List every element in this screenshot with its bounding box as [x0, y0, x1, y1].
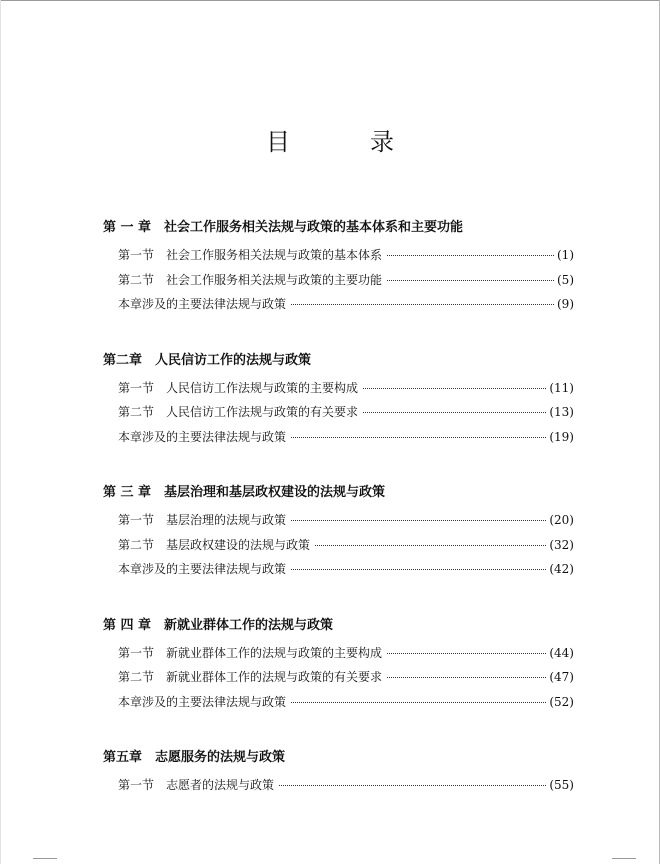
toc-title: 目 录	[266, 128, 422, 156]
entry-page-number: (5)	[557, 273, 574, 287]
page-edge-top	[0, 0, 660, 1]
entry-page-number: (32)	[549, 538, 574, 552]
toc-entry[interactable]	[118, 693, 574, 711]
dot-leader	[363, 412, 546, 413]
dot-leader	[291, 702, 546, 703]
chapter-2-heading[interactable]: 第二章 人民信访工作的法规与政策	[103, 353, 312, 368]
entry-page-number: (13)	[549, 405, 574, 419]
entry-page-number: (52)	[549, 695, 574, 709]
chapter-4-heading[interactable]: 第 四 章 新就业群体工作的法规与政策	[103, 618, 334, 633]
chapter-1-heading[interactable]: 第 一 章 社会工作服务相关法规与政策的基本体系和主要功能	[103, 220, 464, 235]
entry-text: 第一节 志愿者的法规与政策	[118, 778, 275, 792]
entry-text: 第二节 人民信访工作法规与政策的有关要求	[118, 405, 359, 419]
entry-text: 第一节 人民信访工作法规与政策的主要构成	[118, 381, 359, 395]
dot-leader	[315, 545, 546, 546]
toc-entry[interactable]	[118, 560, 574, 578]
dot-leader	[387, 653, 546, 654]
entry-text: 本章涉及的主要法律法规与政策	[118, 297, 287, 311]
entry-page-number: (55)	[549, 778, 574, 792]
entry-page-number: (9)	[557, 297, 574, 311]
entry-page-number: (47)	[549, 670, 574, 684]
dot-leader	[387, 255, 554, 256]
dot-leader	[363, 388, 546, 389]
entry-text: 第二节 基层政权建设的法规与政策	[118, 538, 311, 552]
dot-leader	[279, 785, 546, 786]
chapter-3-heading[interactable]: 第 三 章 基层治理和基层政权建设的法规与政策	[103, 485, 386, 500]
entry-page-number: (42)	[549, 562, 574, 576]
toc-entry[interactable]	[118, 776, 574, 794]
entry-text: 第一节 基层治理的法规与政策	[118, 513, 287, 527]
toc-entry[interactable]	[118, 428, 574, 446]
toc-entry[interactable]	[118, 271, 574, 289]
entry-text: 本章涉及的主要法律法规与政策	[118, 430, 287, 444]
entry-text: 本章涉及的主要法律法规与政策	[118, 695, 287, 709]
dot-leader	[387, 677, 546, 678]
toc-entry[interactable]	[118, 403, 574, 421]
entry-text: 第一节 社会工作服务相关法规与政策的基本体系	[118, 248, 383, 262]
entry-page-number: (19)	[549, 430, 574, 444]
dot-leader	[291, 437, 546, 438]
toc-entry[interactable]	[118, 668, 574, 686]
entry-text: 第一节 新就业群体工作的法规与政策的主要构成	[118, 646, 383, 660]
toc-entry[interactable]	[118, 511, 574, 529]
toc-entry[interactable]	[118, 644, 574, 662]
chapter-5-heading[interactable]: 第五章 志愿服务的法规与政策	[103, 750, 286, 765]
page-corner-mark-right	[612, 858, 636, 859]
entry-text: 第二节 新就业群体工作的法规与政策的有关要求	[118, 670, 383, 684]
toc-entry[interactable]	[118, 379, 574, 397]
entry-page-number: (1)	[557, 248, 574, 262]
toc-entry[interactable]	[118, 246, 574, 264]
dot-leader	[291, 569, 546, 570]
toc-entry[interactable]	[118, 295, 574, 313]
entry-text: 本章涉及的主要法律法规与政策	[118, 562, 287, 576]
dot-leader	[387, 280, 554, 281]
dot-leader	[291, 520, 546, 521]
page-corner-mark-left	[33, 858, 57, 859]
dot-leader	[291, 304, 554, 305]
entry-page-number: (44)	[549, 646, 574, 660]
entry-text: 第二节 社会工作服务相关法规与政策的主要功能	[118, 273, 383, 287]
entry-page-number: (11)	[549, 381, 574, 395]
toc-entry[interactable]	[118, 536, 574, 554]
entry-page-number: (20)	[549, 513, 574, 527]
